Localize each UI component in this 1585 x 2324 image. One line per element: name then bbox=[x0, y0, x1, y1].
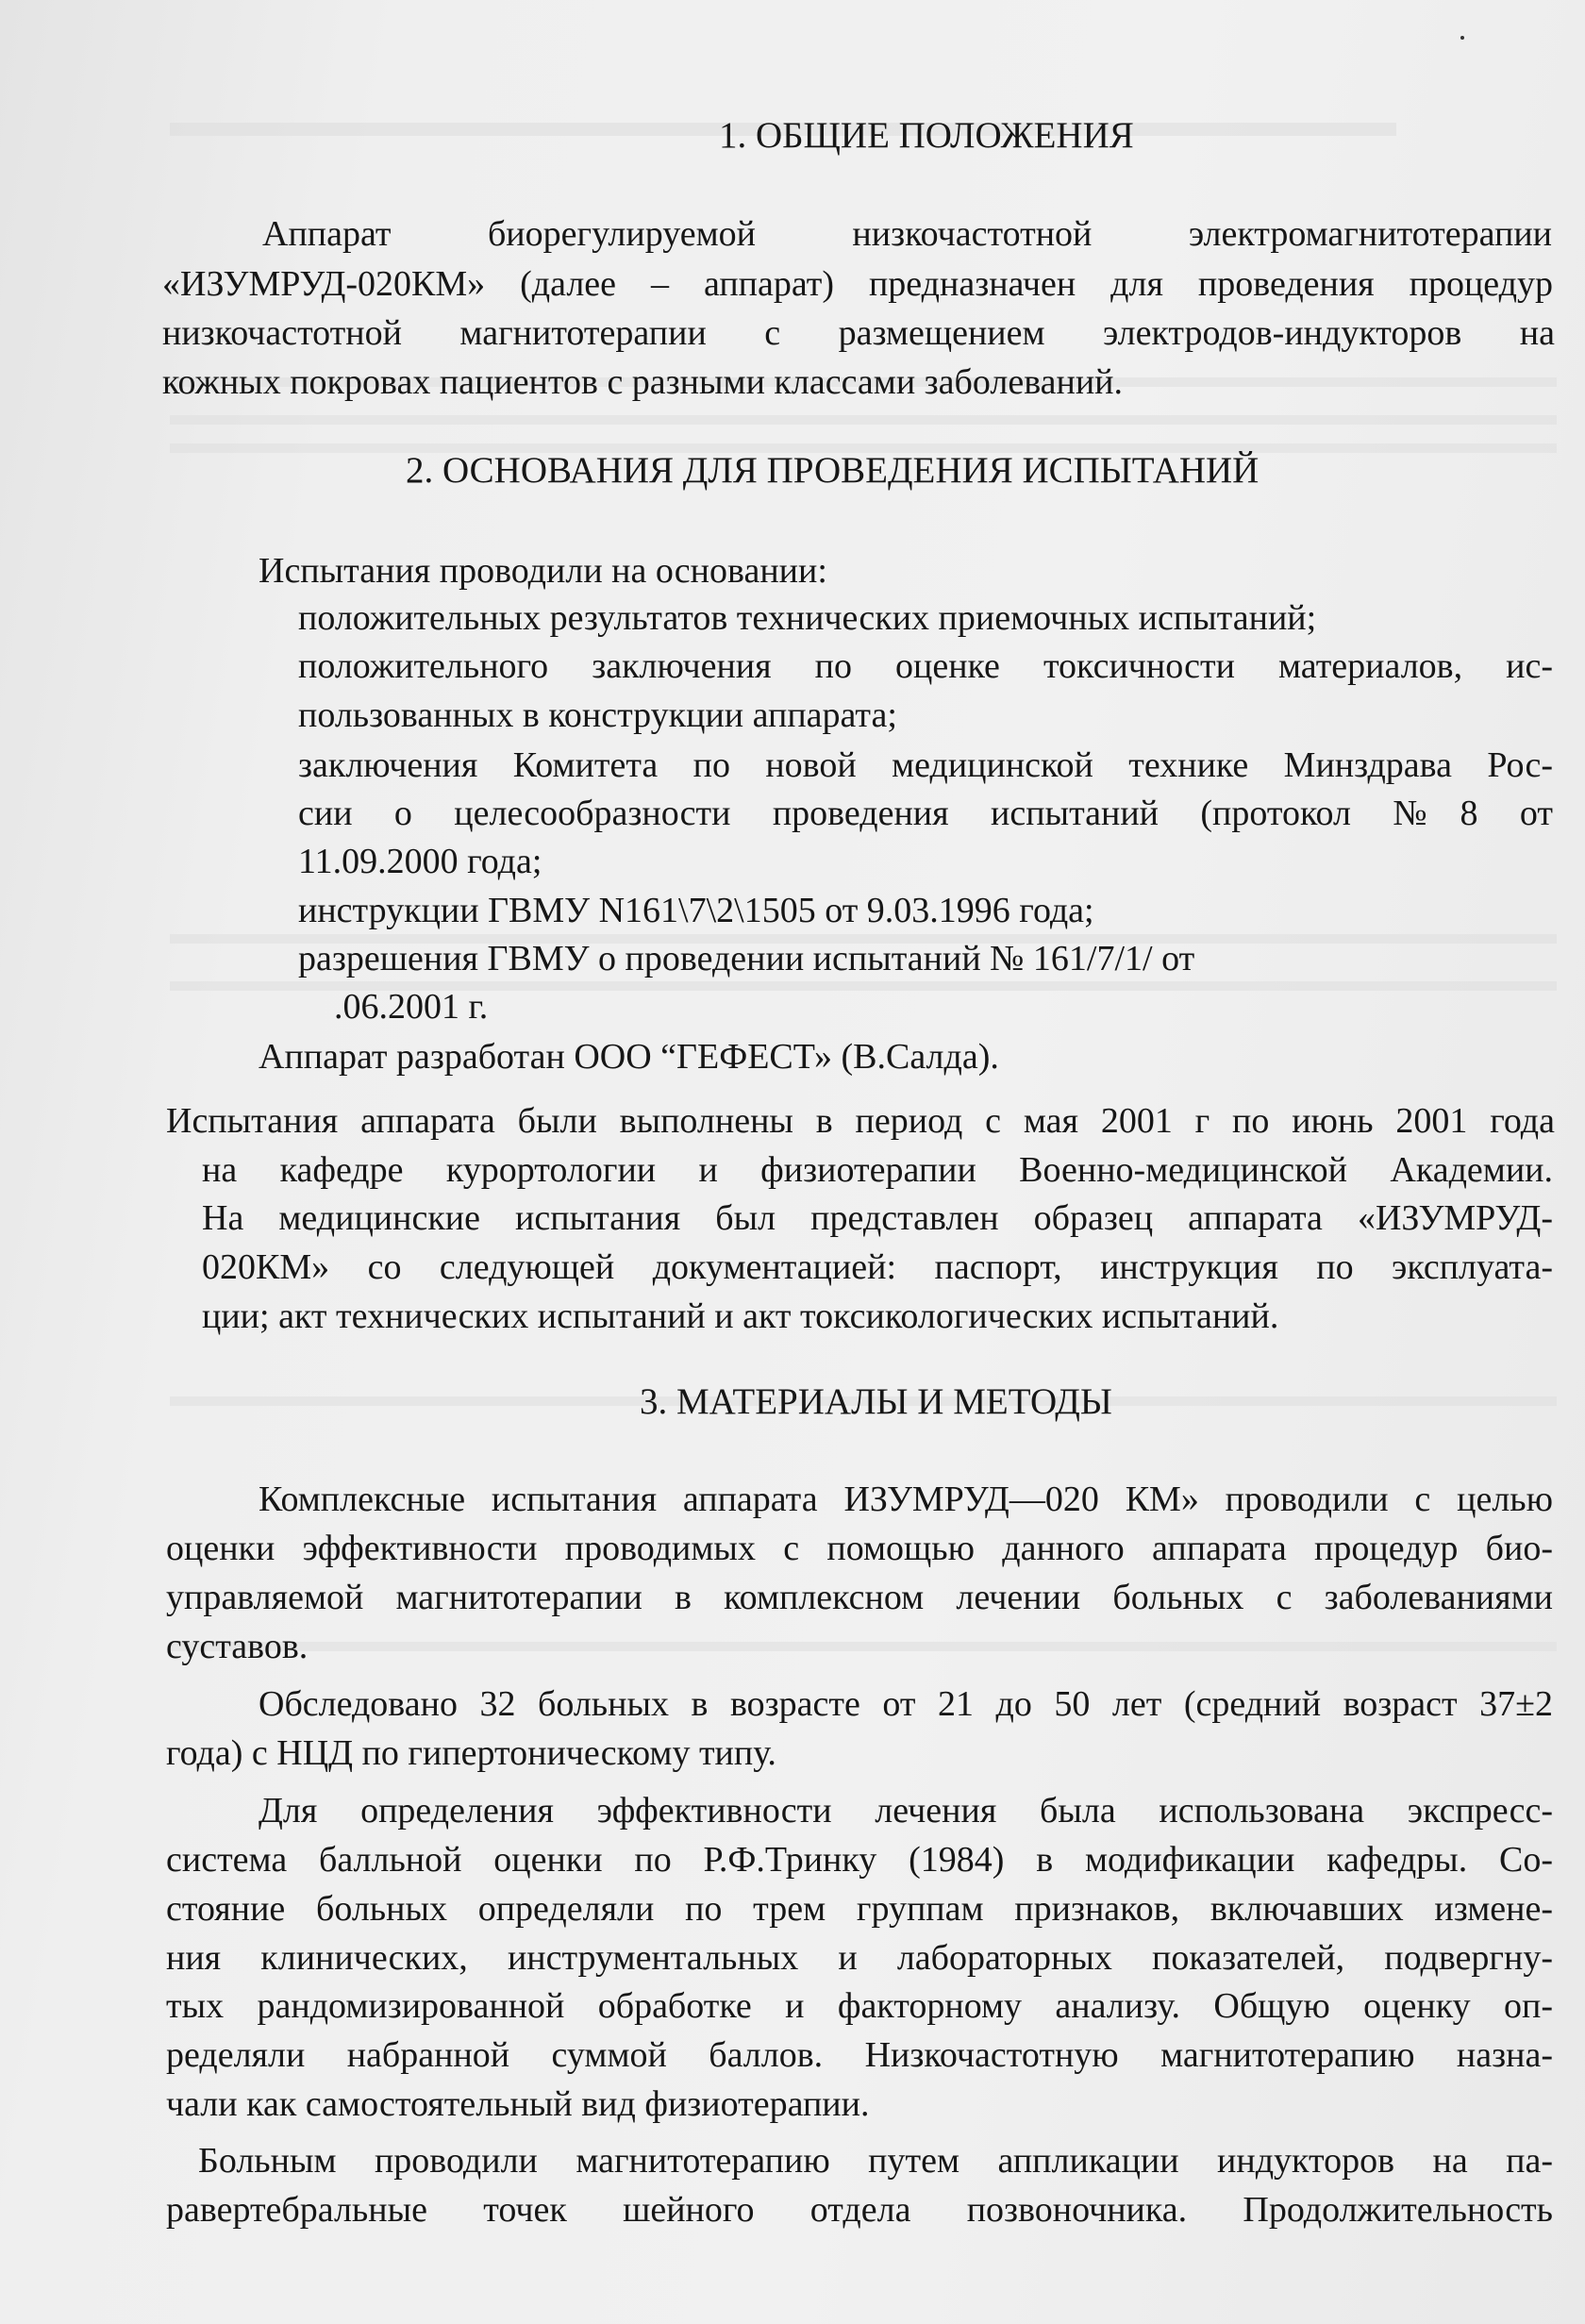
section-3-line: стояние больных определяли по трем группам признаков, включавших измене- bbox=[166, 1889, 1553, 1929]
section-3-line: управляемой магнитотерапии в комплексном лечении больных с заболеваниями bbox=[166, 1578, 1553, 1617]
section-1-line: кожных покровах пациентов с разными классами заболеваний. bbox=[162, 362, 1124, 402]
section-1-line: «ИЗУМРУД-020КМ» (далее – аппарат) предназначен для проведения процедур bbox=[162, 264, 1553, 304]
section-1-line: Аппарат биорегулируемой низкочастотной электромагнитотерапии bbox=[262, 214, 1552, 254]
section-2-heading: 2. ОСНОВАНИЯ ДЛЯ ПРОВЕДЕНИЯ ИСПЫТАНИЙ bbox=[406, 450, 1260, 491]
section-2-line: Испытания проводили на основании: bbox=[259, 551, 827, 591]
section-1-line: низкочастотной магнитотерапии с размещением электродов-индукторов на bbox=[162, 313, 1555, 353]
section-3-line: оценки эффективности проводимых с помощью данного аппарата процедур био- bbox=[166, 1529, 1553, 1568]
section-2-line: .06.2001 г. bbox=[334, 987, 489, 1027]
section-3-line: чали как самостоятельный вид физиотерапии. bbox=[166, 2084, 870, 2124]
section-2-line: положительного заключения по оценке токсичности материалов, ис- bbox=[298, 646, 1553, 686]
section-2-line: пользованных в конструкции аппарата; bbox=[298, 695, 897, 735]
section-3-line: система балльной оценки по Р.Ф.Тринку (1984) в модификации кафедры. Со- bbox=[166, 1840, 1553, 1880]
section-2-line: на кафедре курортологии и физиотерапии Военно-медицинской Академии. bbox=[202, 1150, 1553, 1190]
section-2-line: сии о целесообразности проведения испытаний (протокол №8 от bbox=[298, 794, 1553, 833]
section-3-line: Комплексные испытания аппарата ИЗУМРУД—020 КМ» проводили с целью bbox=[259, 1480, 1553, 1519]
section-2-line: На медицинские испытания был представлен образец аппарата «ИЗУМРУД- bbox=[202, 1198, 1553, 1238]
section-2-line: ции; акт технических испытаний и акт токсикологических испытаний. bbox=[202, 1296, 1279, 1336]
section-3-heading: 3. МАТЕРИАЛЫ И МЕТОДЫ bbox=[640, 1381, 1112, 1422]
section-3-line: суставов. bbox=[166, 1627, 309, 1666]
section-2-line: положительных результатов технических приемочных испытаний; bbox=[298, 598, 1317, 638]
section-2-line: Испытания аппарата были выполнены в период с мая 2001 г по июнь 2001 года bbox=[166, 1101, 1555, 1141]
section-2-line: 020КМ» со следующей документацией: паспорт, инструкция по эксплуата- bbox=[202, 1247, 1553, 1287]
section-3-line: Больным проводили магнитотерапию путем аппликации индукторов на па- bbox=[198, 2141, 1553, 2181]
section-2-line: Аппарат разработан ООО “ГЕФЕСТ» (В.Салда). bbox=[259, 1037, 999, 1077]
section-2-line: 11.09.2000 года; bbox=[298, 842, 542, 881]
section-2-line: разрешения ГВМУ о проведении испытаний № 161/7/1/ от bbox=[298, 939, 1195, 978]
section-2-line: инструкции ГВМУ N161\7\2\1505 от 9.03.1996 года; bbox=[298, 891, 1094, 930]
section-3-line: равертебральные точек шейного отдела позвоночника. Продолжительность bbox=[166, 2190, 1553, 2230]
section-3-line: ределяли набранной суммой баллов. Низкочастотную магнитотерапию назна- bbox=[166, 2035, 1553, 2075]
section-1-heading: 1. ОБЩИЕ ПОЛОЖЕНИЯ bbox=[719, 115, 1134, 156]
section-3-line: ния клинических, инструментальных и лабораторных показателей, подвергну- bbox=[166, 1938, 1553, 1978]
section-3-line: Для определения эффективности лечения была использована экспресс- bbox=[259, 1791, 1553, 1831]
section-2-line: заключения Комитета по новой медицинской технике Минздрава Рос- bbox=[298, 745, 1553, 785]
section-3-line: года) с НЦД по гипертоническому типу. bbox=[166, 1733, 776, 1773]
section-3-line: тых рандомизированной обработке и факторному анализу. Общую оценку оп- bbox=[166, 1986, 1553, 2026]
section-3-line: Обследовано 32 больных в возрасте от 21 до 50 лет (средний возраст 37±2 bbox=[259, 1684, 1553, 1724]
